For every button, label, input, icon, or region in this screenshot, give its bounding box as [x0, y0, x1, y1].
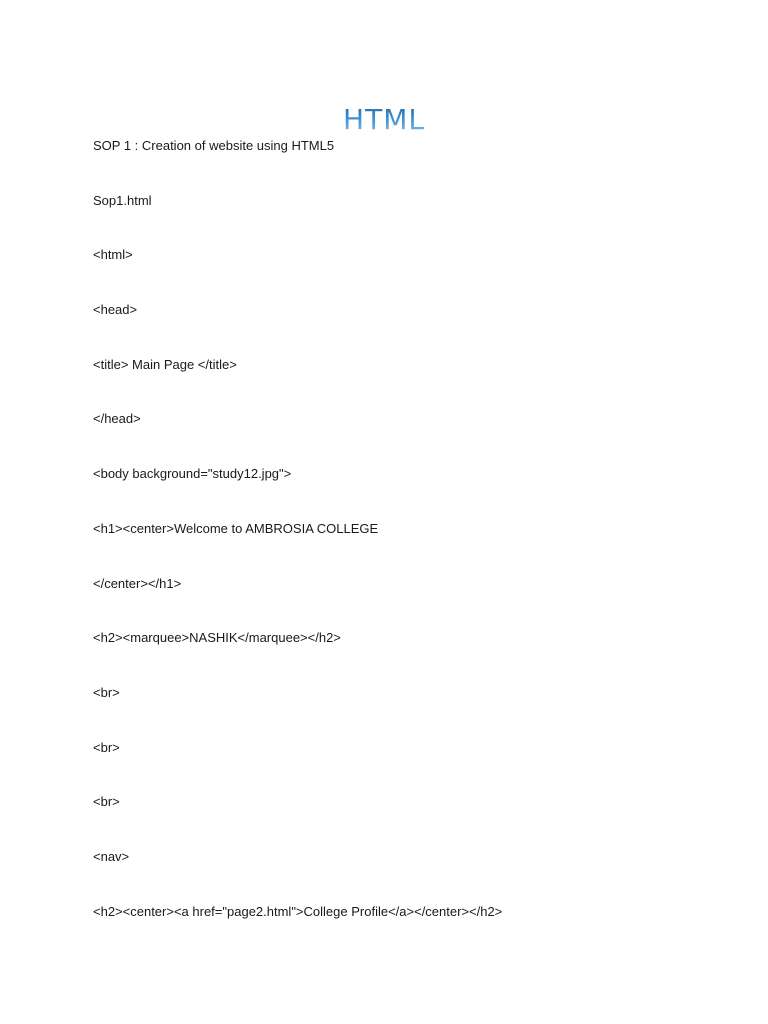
doc-line-h1-open: <h1><center>Welcome to AMBROSIA COLLEGE	[93, 520, 379, 536]
doc-line-h2-marquee: <h2><marquee>NASHIK</marquee></h2>	[93, 630, 341, 646]
doc-line-h1-close: </center></h1>	[93, 575, 182, 591]
doc-line-br-1: <br>	[93, 684, 120, 700]
document-heading: HTML	[0, 100, 768, 140]
doc-line-filename: Sop1.html	[93, 192, 152, 208]
doc-line-h2-profile-link: <h2><center><a href="page2.html">College Profile</a></center></h2>	[93, 903, 503, 919]
doc-line-title: <title> Main Page </title>	[93, 356, 237, 372]
doc-line-br-2: <br>	[93, 739, 120, 755]
doc-line-head-open: <head>	[93, 302, 138, 318]
doc-line-html-open: <html>	[93, 247, 133, 263]
doc-line-body-open: <body background="study12.jpg">	[93, 466, 292, 482]
doc-line-nav-open: <nav>	[93, 848, 130, 864]
doc-line-sop-title: SOP 1 : Creation of website using HTML5	[93, 138, 335, 153]
doc-line-br-3: <br>	[93, 794, 120, 810]
doc-line-head-close: </head>	[93, 411, 141, 427]
document-body	[93, 136, 502, 956]
